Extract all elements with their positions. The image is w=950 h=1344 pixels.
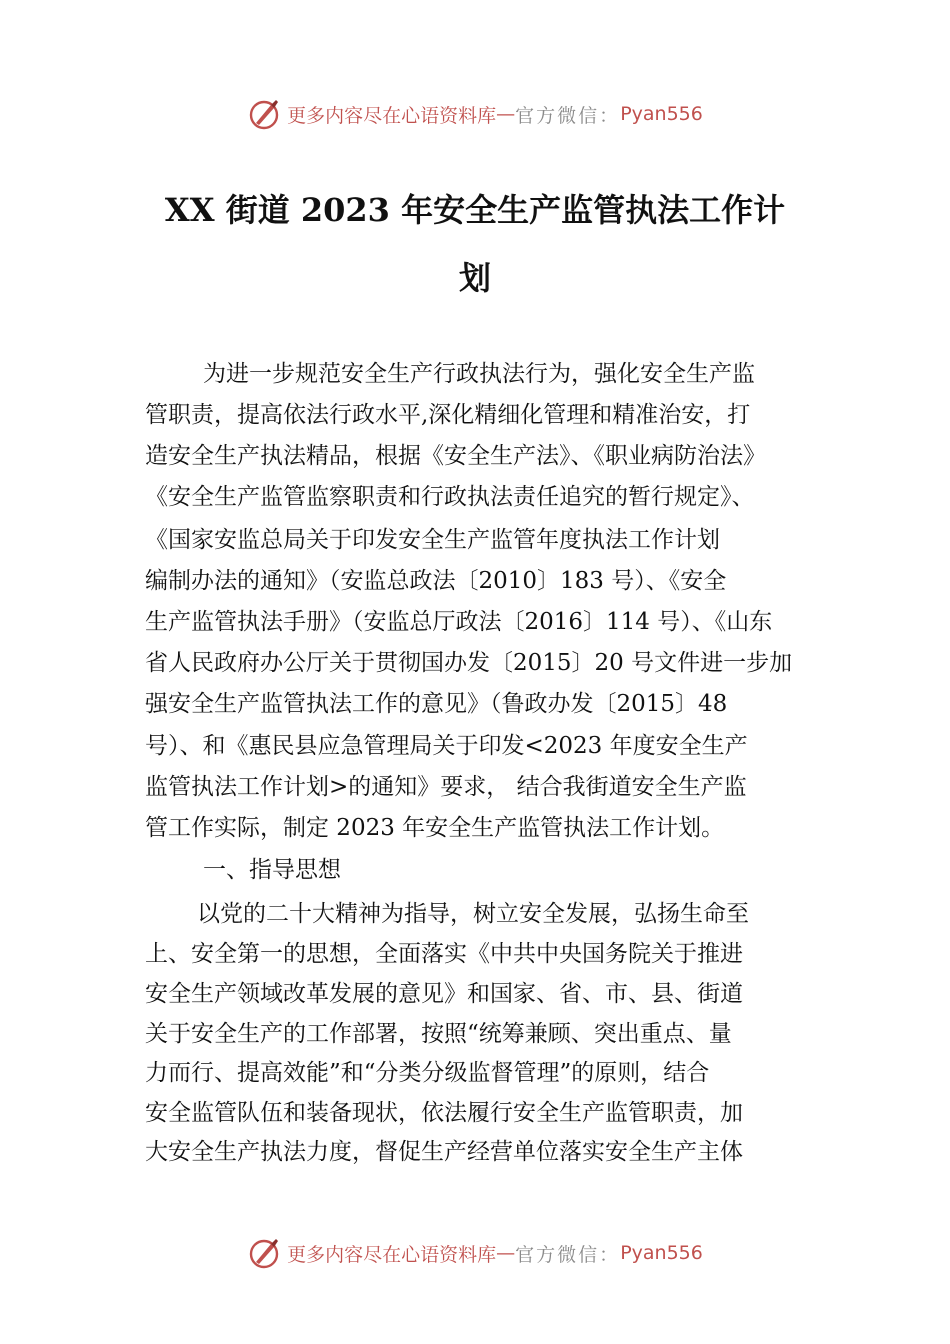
watermark-wechat-id: Pyan556 — [620, 1242, 703, 1264]
pen-logo-icon — [247, 97, 281, 131]
document-title-line-2: 划 — [458, 259, 491, 297]
watermark-main-text: 更多内容尽在心语资料库 — [287, 104, 497, 127]
header-watermark — [0, 94, 950, 134]
watermark-wechat-id: Pyan556 — [620, 103, 703, 125]
body-line: 省人民政府办公厅关于贯彻国办发〔2015〕20 号文件进一步加 — [145, 650, 793, 676]
watermark-separator: — — [496, 1242, 516, 1264]
body-line: 安全监管队伍和装备现状，依法履行安全生产监管职责，加 — [145, 1100, 743, 1126]
watermark-wechat-label: 官方微信： — [515, 104, 621, 127]
body-line: 生产监管执法手册》（安监总厅政法〔2016〕114 号）、《山东 — [145, 609, 773, 635]
body-line: 上、安全第一的思想，全面落实《中共中央国务院关于推进 — [145, 941, 743, 967]
body-line: 监管执法工作计划>的通知》要求， 结合我街道安全生产监 — [145, 774, 747, 800]
body-line: 安全生产领域改革发展的意见》和国家、省、市、县、街道 — [145, 981, 743, 1007]
body-line: 管工作实际，制定 2023 年安全生产监管执法工作计划。 — [145, 815, 725, 841]
body-line: 《安全生产监管监察职责和行政执法责任追究的暂行规定》、 — [145, 484, 755, 510]
watermark-separator: — — [496, 103, 516, 125]
body-line: 力而行、提高效能”和“分类分级监督管理”的原则，结合 — [145, 1060, 710, 1086]
body-line: 大安全生产执法力度，督促生产经营单位落实安全生产主体 — [145, 1139, 743, 1165]
body-line: 《国家安监总局关于印发安全生产监管年度执法工作计划 — [145, 527, 720, 553]
body-line: 强安全生产监管执法工作的意见》（鲁政办发〔2015〕48 — [145, 691, 728, 717]
watermark-wechat-label: 官方微信： — [515, 1243, 621, 1266]
footer-watermark — [0, 1233, 950, 1273]
body-line: 造安全生产执法精品，根据《安全生产法》、《职业病防治法》 — [145, 443, 766, 469]
document-title-line-1: XX 街道 2023 年安全生产监管执法工作计 — [164, 191, 786, 229]
pen-logo-icon — [247, 1236, 281, 1270]
body-line: 管职责，提高依法行政水平,深化精细化管理和精准治安，打 — [145, 402, 751, 428]
body-line: 以党的二十大精神为指导，树立安全发展，弘扬生命至 — [197, 901, 749, 927]
watermark-main-text: 更多内容尽在心语资料库 — [287, 1243, 497, 1266]
body-line: 关于安全生产的工作部署，按照“统筹兼顾、突出重点、量 — [145, 1021, 732, 1047]
body-line: 号）、和《惠民县应急管理局关于印发<2023 年度安全生产 — [145, 733, 748, 759]
section-heading: 一、指导思想 — [203, 857, 341, 883]
body-line: 为进一步规范安全生产行政执法行为，强化安全生产监 — [203, 361, 755, 387]
body-line: 编制办法的通知》（安监总政法〔2010〕183 号）、《安全 — [145, 568, 727, 594]
